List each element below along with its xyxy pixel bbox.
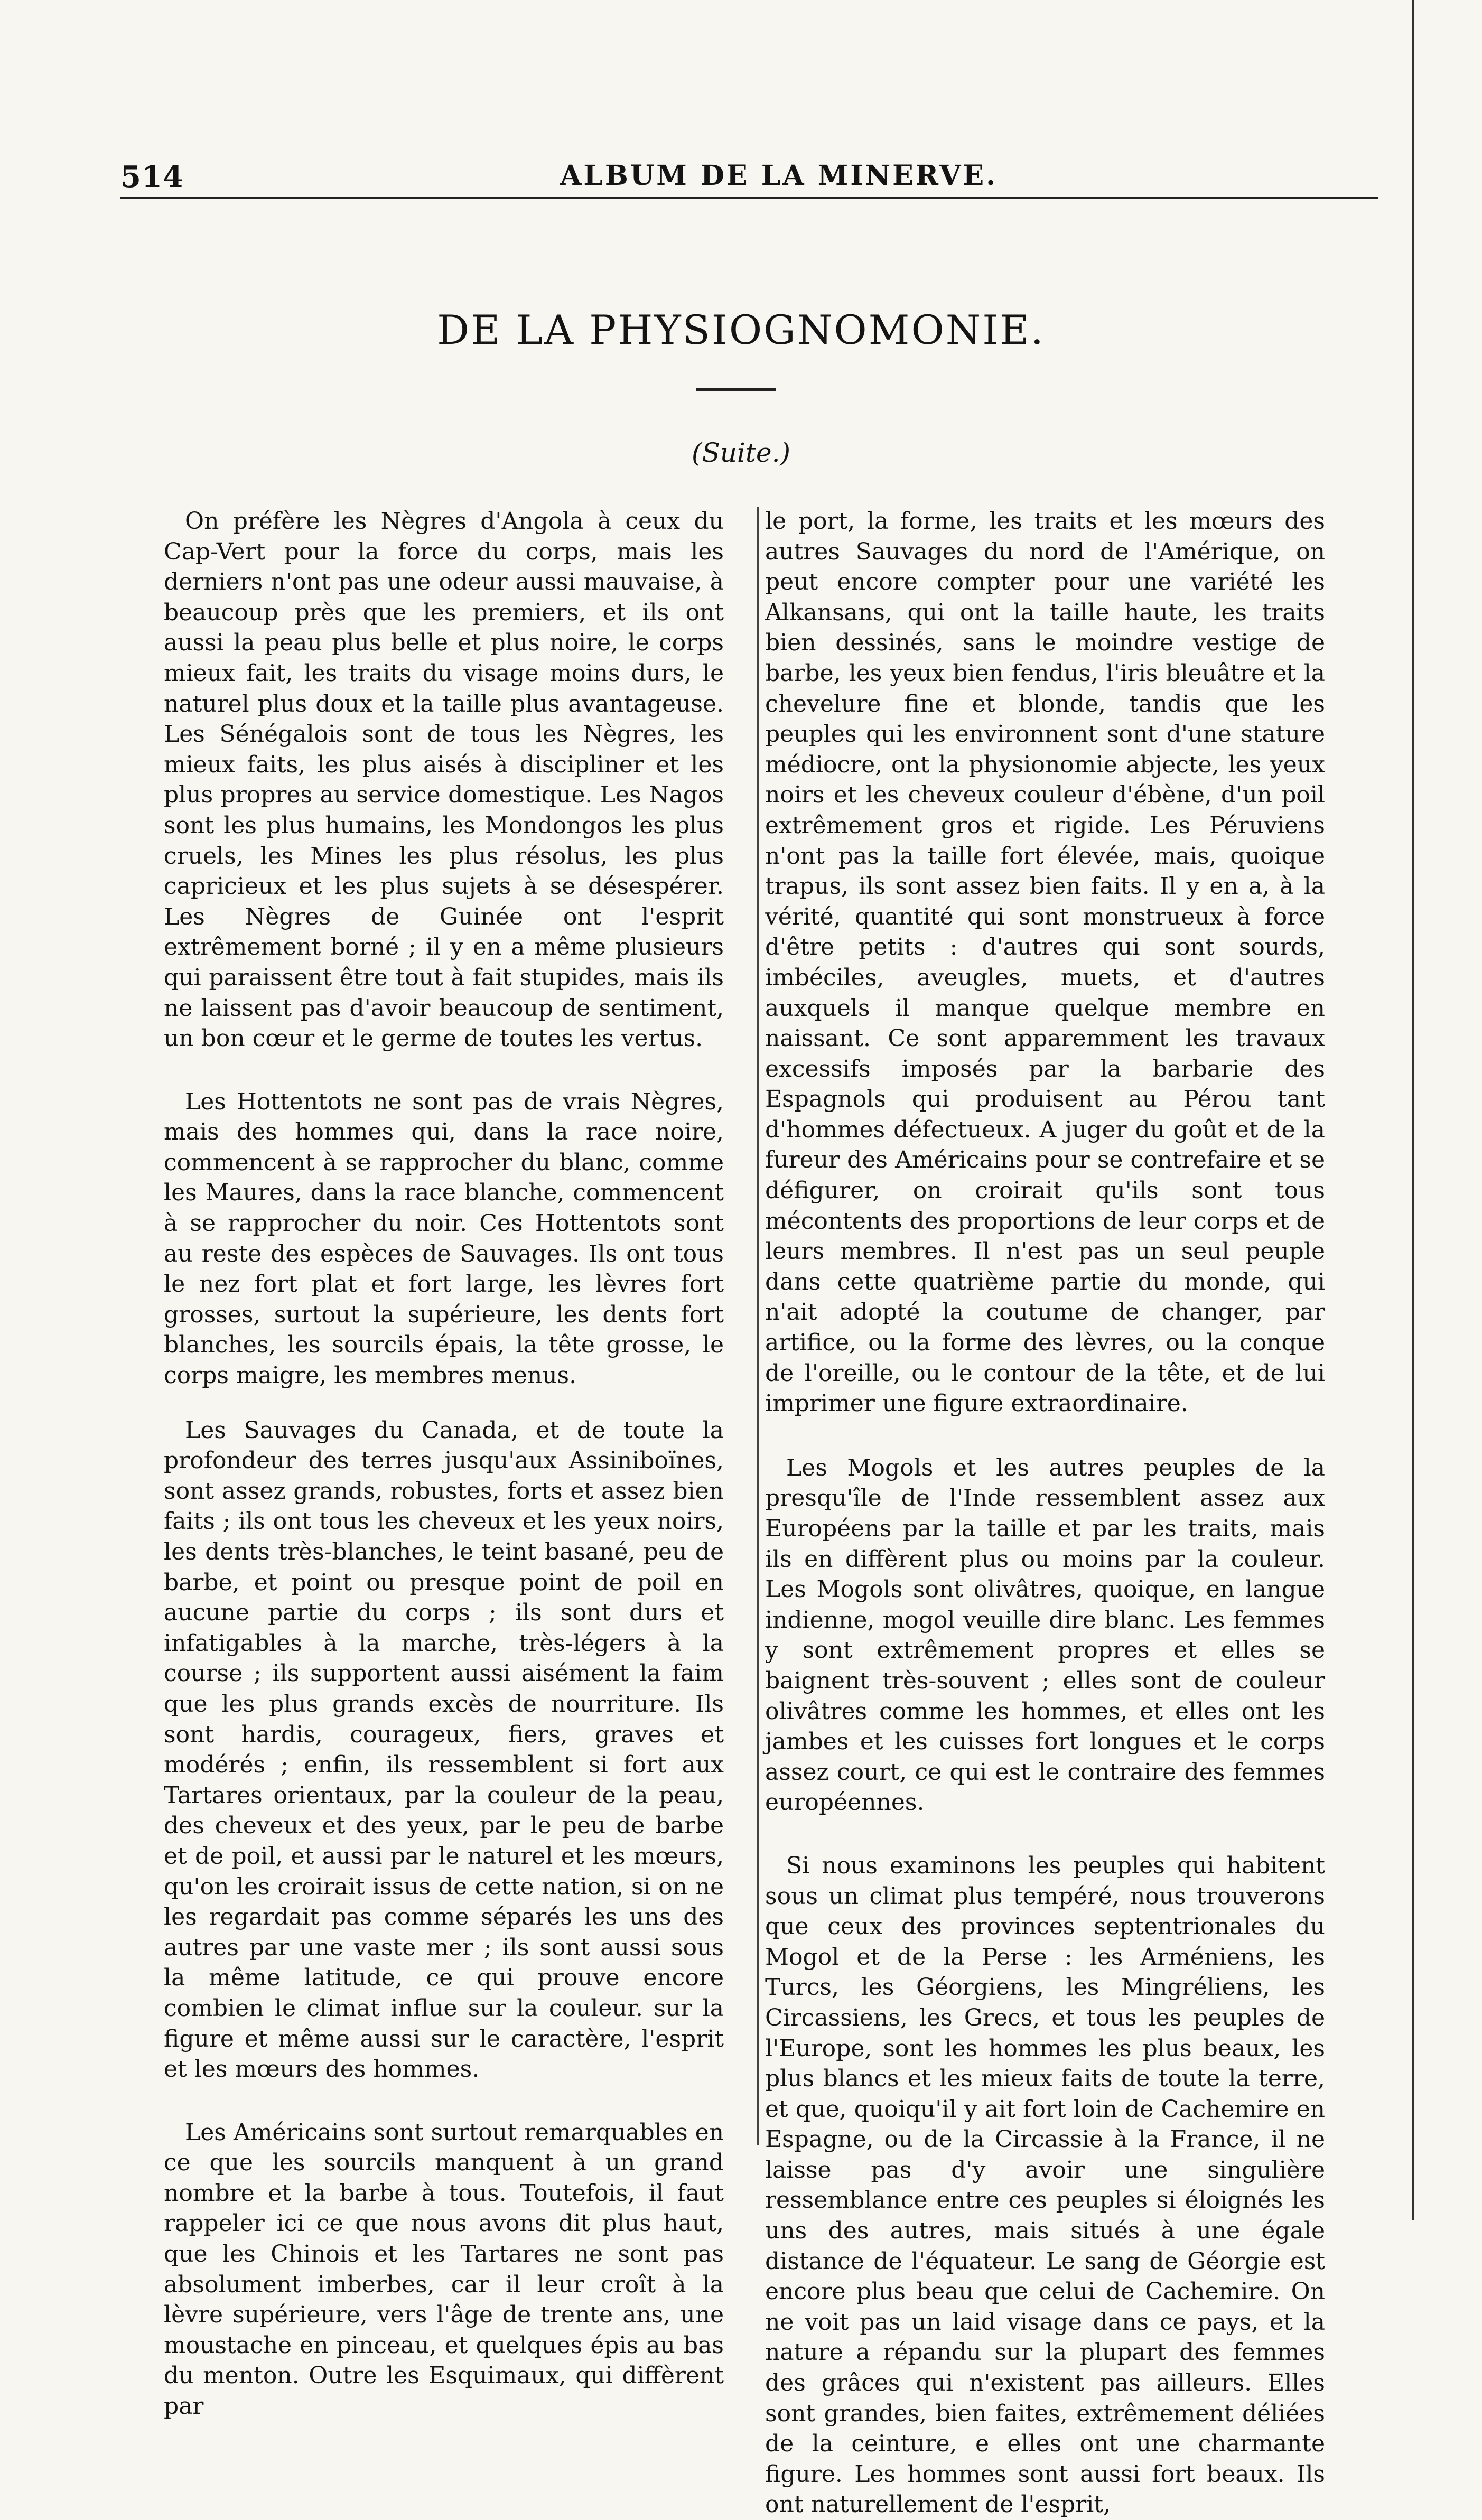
article-title: DE LA PHYSIOGNOMONIE. [437, 306, 1045, 353]
paragraph: Les Sauvages du Canada, et de toute la profondeur des terres jusqu'aux Assiniboïnes, sont assez grands, robustes, forts et assez bien faits ; ils ont tous les cheveux et les yeux noirs, les dents très-blanches, le teint basané, peu de barbe, et point ou presque point de poil en aucune partie du corps ; ils sont durs et infatigables à la marche, très-légers à la course ; ils supportent aussi aisément la faim que les plus grands excès de nourriture. Ils sont hardis, courageux, fiers, graves et modérés ; enfin, ils ressemblent si fort aux Tartares orientaux, par la couleur de la peau, des cheveux et des yeux, par le peu de barbe et de poil, et aussi par le naturel et les mœurs, qu'on les croirait issus de cette nation, si on ne les regardait pas comme séparés les uns des autres par une vaste mer ; ils sont aussi sous la même latitude, ce qui prouve encore combien le climat influe sur la couleur. sur la figure et même aussi sur le caractère, l'esprit et les mœurs des hommes. [164, 1416, 724, 2083]
title-rule [696, 388, 776, 391]
left-column [164, 506, 724, 2422]
article-subtitle: (Suite.) [691, 437, 791, 468]
paragraph: Les Américains sont surtout remarquables en ce que les sourcils manquent à un grand nombre et la barbe à tous. Toutefois, il faut rappeler ici ce que nous avons dit plus haut, que les Chinois et les Tartares ne sont pas absolument imberbes, car il leur croît à la lèvre supérieure, vers l'âge de trente ans, une moustache en pinceau, et quelques épis au bas du menton. Outre les Esquimaux, qui diffèrent par [164, 2118, 724, 2420]
running-title: ALBUM DE LA MINERVE. [560, 160, 998, 192]
right-column [765, 506, 1325, 2520]
paragraph: Si nous examinons les peuples qui habitent sous un climat plus tempéré, nous trouverons que ceux des provinces septentrionales du Mogol et de la Perse : les Arméniens, les Turcs, les Géorgiens, les Mingréliens, les Circassiens, les Grecs, et tous les peuples de l'Europe, sont les hommes les plus beaux, les plus blancs et les mieux faits de toute la terre, et que, quoiqu'il y ait fort loin de Cachemire en Espagne, ou de la Circassie à la France, il ne laisse pas d'y avoir une singulière ressemblance entre ces peuples si éloignés les uns des autres, mais situés à une égale distance de l'équateur. Le sang de Géorgie est encore plus beau que celui de Cachemire. On ne voit pas un laid visage dans ce pays, et la nature a répandu sur la plupart des femmes des grâces qui n'existent pas ailleurs. Elles sont grandes, bien faites, extrêmement déliées de la ceinture, e elles ont une charmante figure. Les hommes sont aussi fort beaux. Ils ont naturellement de l'esprit, [765, 1852, 1325, 2518]
column-divider [757, 507, 759, 2145]
header-rule [120, 197, 1378, 199]
paragraph: Les Mogols et les autres peuples de la presqu'île de l'Inde ressemblent assez aux Européens par la taille et par les traits, mais ils en diffèrent plus ou moins par la couleur. Les Mogols sont olivâtres, quoique, en langue indienne, mogol veuille dire blanc. Les femmes y sont extrêmement propres et elles se baignent très-souvent ; elles sont de couleur olivâtres comme les hommes, et elles ont les jambes et les cuisses fort longues et le corps assez court, ce qui est le contraire des femmes européennes. [765, 1454, 1325, 1816]
paragraph: On préfère les Nègres d'Angola à ceux du Cap-Vert pour la force du corps, mais les derniers n'ont pas une odeur aussi mauvaise, à beaucoup près que les premiers, et ils ont aussi la peau plus belle et plus noire, le corps mieux fait, les traits du visage moins durs, le naturel plus doux et la taille plus avantageuse. Les Sénégalois sont de tous les Nègres, les mieux faits, les plus aisés à discipliner et les plus propres au service domestique. Les Nagos sont les plus humains, les Mondongos les plus cruels, les Mines les plus résolus, les plus capricieux et les plus sujets à se désespérer. Les Nègres de Guinée ont l'esprit extrêmement borné ; il y en a même plusieurs qui paraissent être tout à fait stupides, mais ils ne laissent pas d'avoir beaucoup de sentiment, un bon cœur et le germe de toutes les vertus. [164, 508, 724, 1052]
paragraph: le port, la forme, les traits et les mœurs des autres Sauvages du nord de l'Amérique, on peut encore compter pour une variété les Alkansans, qui ont la taille haute, les traits bien dessinés, sans le moindre vestige de barbe, les yeux bien fendus, l'iris bleuâtre et la chevelure fine et blonde, tandis que les peuples qui les environnent sont d'une stature médiocre, ont la physionomie abjecte, les yeux noirs et les cheveux couleur d'ébène, d'un poil extrêmement gros et rigide. Les Péruviens n'ont pas la taille fort élevée, mais, quoique trapus, ils sont assez bien faits. Il y en a, à la vérité, quantité qui sont monstrueux à force d'être petits : d'autres qui sont sourds, imbéciles, aveugles, muets, et d'autres auxquels il manque quelque membre en naissant. Ce sont apparemment les travaux excessifs imposés par la barbarie des Espagnols qui produisent au Pérou tant d'hommes défectueux. A juger du goût et de la fureur des Américains pour se contrefaire et se défigurer, on croirait qu'ils sont tous mécontents des proportions de leur corps et de leurs membres. Il n'est pas un seul peuple dans cette quatrième partie du monde, qui n'ait adopté la coutume de changer, par artifice, ou la forme des lèvres, ou la conque de l'oreille, ou le contour de la tête, et de lui imprimer une figure extraordinaire. [765, 508, 1325, 1417]
paragraph: Les Hottentots ne sont pas de vrais Nègres, mais des hommes qui, dans la race noire, commencent à se rapprocher du blanc, comme les Maures, dans la race blanche, commencent à se rapprocher du noir. Ces Hottentots sont au reste des espèces de Sauvages. Ils ont tous le nez fort plat et fort large, les lèvres fort grosses, surtout la supérieure, les dents fort blanches, les sourcils épais, la tête grosse, le corps maigre, les membres menus. [164, 1088, 724, 1389]
page-number: 514 [120, 160, 184, 194]
